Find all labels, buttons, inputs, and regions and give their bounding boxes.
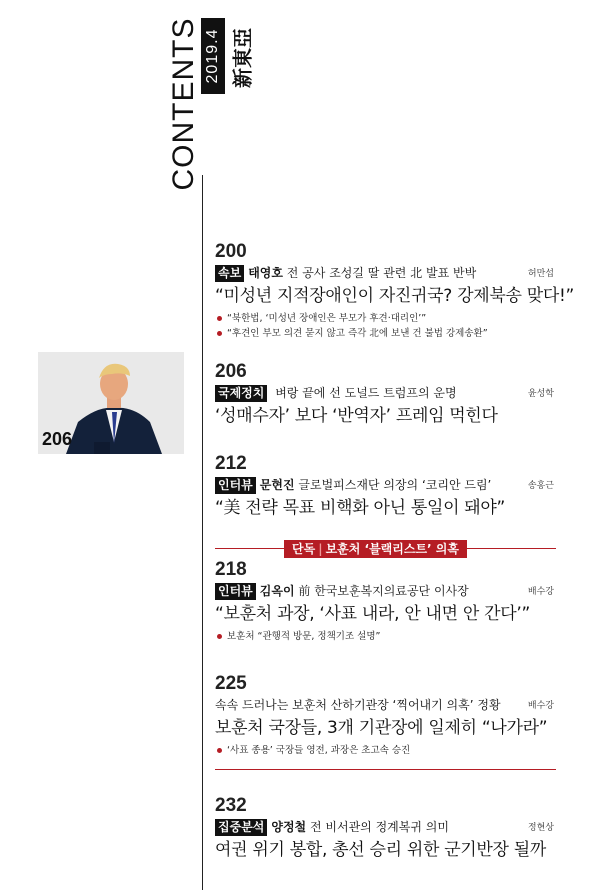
person-name: 김옥이 — [259, 584, 295, 598]
article-meta — [215, 477, 560, 494]
banner-label: 단독 — [292, 542, 316, 556]
vertical-rule — [202, 175, 203, 890]
article-206[interactable] — [215, 362, 560, 427]
author-name: 송홍근 — [527, 481, 554, 491]
bullet-list — [215, 743, 560, 758]
person-name: 태영호 — [248, 266, 283, 280]
photo-page-number: 206 — [42, 429, 73, 449]
article-200[interactable] — [215, 241, 574, 341]
article-meta — [215, 697, 560, 714]
exclusive-banner: 단독 | 보훈처 ‘블랙리스트’ 의혹 — [284, 540, 467, 558]
trump-photo — [38, 352, 184, 454]
category-tag: 인터뷰 — [215, 477, 256, 494]
article-headline: 여권 위기 봉합, 총선 승리 위한 군기반장 될까 — [215, 840, 547, 860]
article-headline: “미성년 지적장애인이 자진귀국? 강제북송 맞다!” — [215, 286, 574, 306]
article-meta — [215, 385, 560, 402]
author-name: 윤성학 — [527, 389, 554, 399]
category-tag: 집중분석 — [215, 819, 267, 836]
article-232[interactable] — [215, 796, 560, 861]
bullet-item: ‘사표 종용’ 국장들 영전, 과장은 초고속 승진 — [215, 743, 560, 758]
article-212[interactable] — [215, 454, 560, 519]
contents-title: CONTENTS — [167, 17, 200, 191]
article-subtitle: 前 한국보훈복지의료공단 이사장 — [298, 584, 469, 598]
page-number: 232 — [215, 795, 247, 816]
article-subtitle: 속속 드러나는 보훈처 산하기관장 ‘찍어내기 의혹’ 정황 — [215, 698, 501, 712]
bullet-list — [215, 629, 560, 644]
article-subtitle: 전 공사 조성길 딸 관련 北 발표 반박 — [286, 266, 477, 280]
article-225[interactable] — [215, 674, 560, 758]
page-number: 218 — [215, 559, 247, 580]
person-name: 문현진 — [259, 478, 295, 492]
author-name: 배수강 — [527, 587, 554, 597]
article-headline: 보훈처 국장들, 3개 기관장에 일제히 “나가라” — [215, 718, 548, 738]
author-name: 배수강 — [527, 701, 554, 711]
article-subtitle: 글로벌피스재단 의장의 ‘코리안 드림’ — [298, 478, 492, 492]
banner-topic: 보훈처 ‘블랙리스트’ 의혹 — [325, 542, 459, 556]
bullet-item: 보훈처 “관행적 방문, 정책기조 설명” — [215, 629, 560, 644]
bullet-item: “후견인 부모 의견 묻지 않고 즉각 北에 보낸 건 불법 강제송환” — [215, 326, 560, 341]
article-headline: “보훈처 과장, ‘사표 내라, 안 내면 안 간다’” — [215, 604, 530, 624]
page-number: 206 — [215, 361, 247, 382]
category-tag: 속보 — [215, 265, 244, 282]
article-218[interactable] — [215, 560, 560, 644]
category-tag: 인터뷰 — [215, 583, 256, 600]
person-name: 양정철 — [271, 820, 307, 834]
page-number: 212 — [215, 453, 247, 474]
article-headline: ‘성매수자’ 보다 ‘반역자’ 프레임 먹힌다 — [215, 406, 498, 426]
page-number: 200 — [215, 241, 247, 262]
article-subtitle: 전 비서관의 정계복귀 의미 — [309, 820, 449, 834]
section-divider-end — [215, 769, 556, 770]
issue-date: 2019.4 — [201, 18, 225, 94]
article-headline: “美 전략 목표 비핵화 아닌 통일이 돼야” — [215, 498, 506, 518]
bullet-list — [215, 311, 560, 341]
author-name: 허만섭 — [527, 269, 554, 279]
article-meta — [215, 819, 560, 836]
page-number: 225 — [215, 673, 247, 694]
author-name: 정현상 — [527, 823, 554, 833]
category-tag: 국제정치 — [215, 385, 267, 402]
article-meta — [215, 265, 560, 282]
article-subtitle: 벼랑 끝에 선 도널드 트럼프의 운명 — [275, 386, 457, 400]
bullet-item: “북한법, ‘미성년 장애인은 부모가 후견·대리인’” — [215, 311, 560, 326]
magazine-brand: 新東亞 — [230, 28, 255, 88]
article-meta — [215, 583, 560, 600]
